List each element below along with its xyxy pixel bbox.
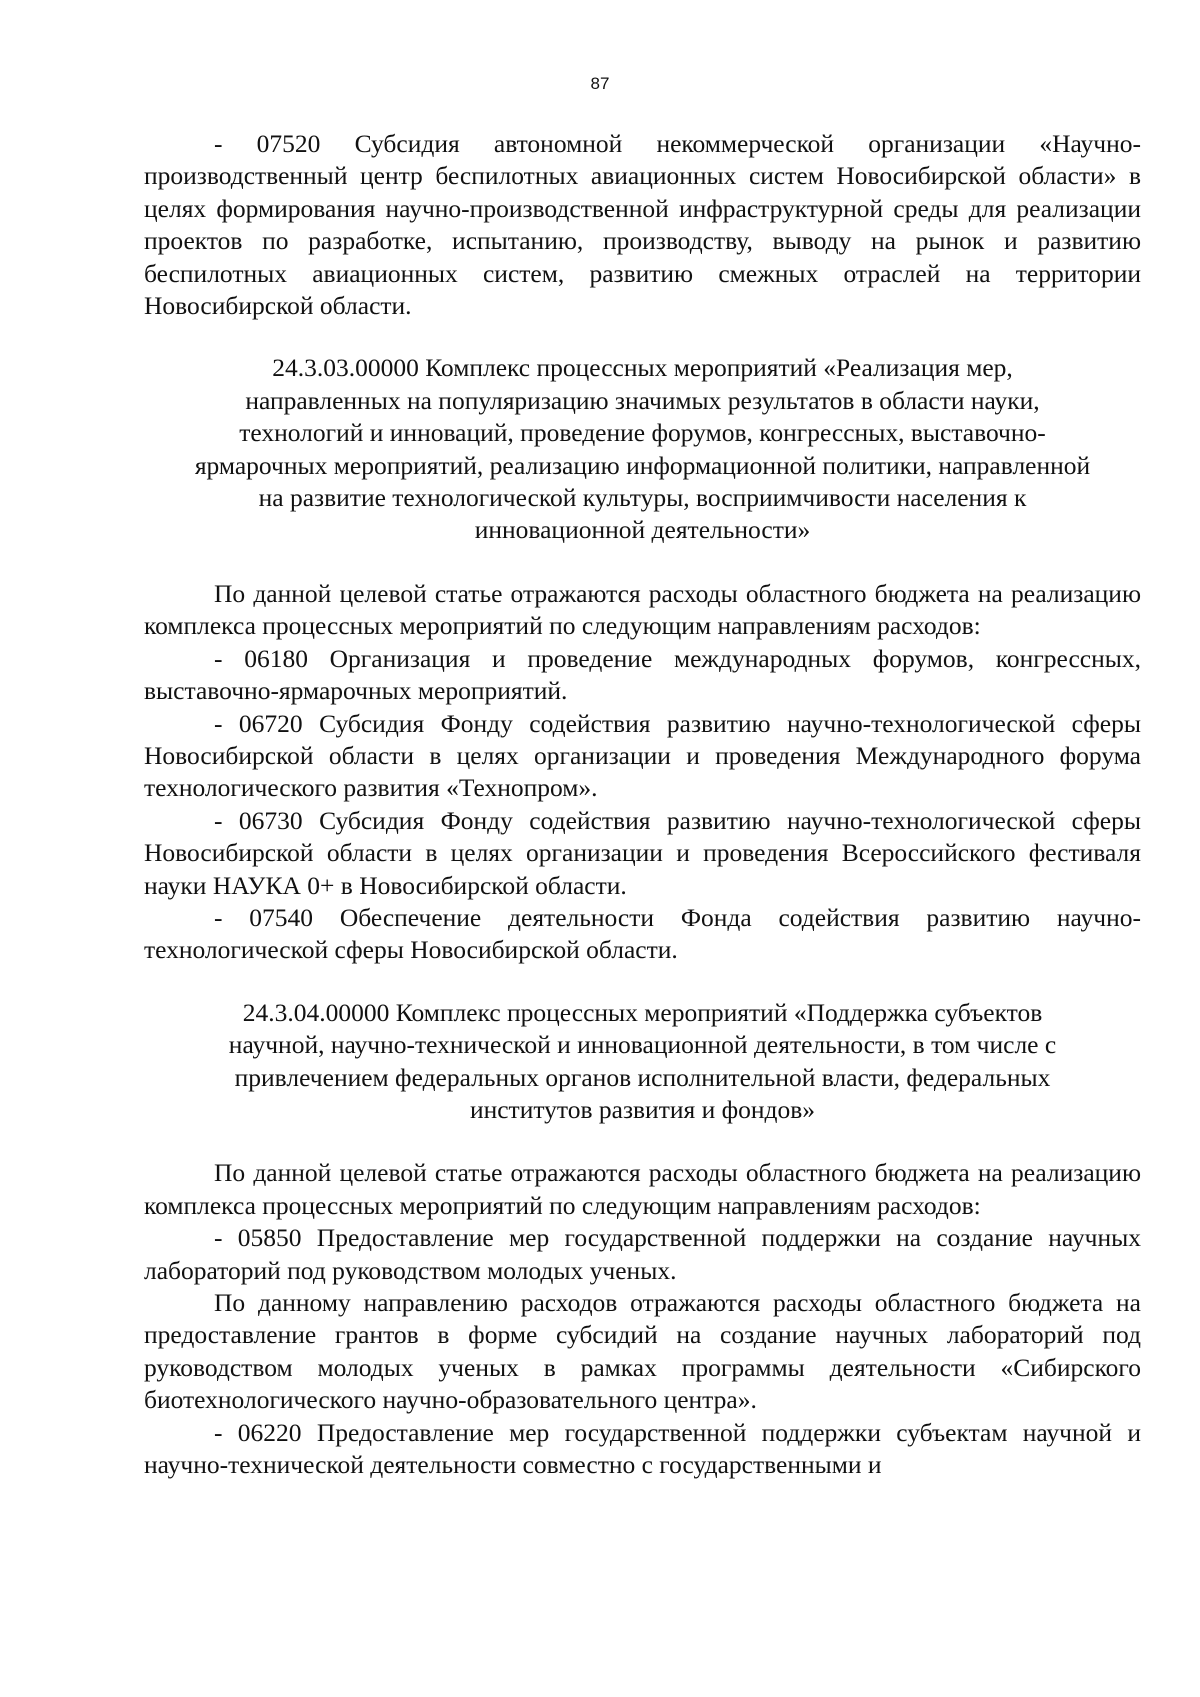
- heading-line: институтов развития и фондов»: [469, 1094, 816, 1124]
- paragraph-06180: - 06180 Организация и проведение международных форумов, конгрессных, выставочно-ярмарочных мероприятий.: [144, 643, 1141, 706]
- heading-line: 24.3.03.00000 Комплекс процессных мероприятий «Реализация мер,: [272, 353, 1013, 383]
- heading-line: на развитие технологической культуры, восприимчивости населения к: [258, 483, 1027, 513]
- heading-line: технологий и инноваций, проведение форумов, конгрессных, выставочно-: [239, 418, 1046, 448]
- page-number: 87: [590, 74, 610, 93]
- paragraph-06730: - 06730 Субсидия Фонду содействия развитию научно-технологической сферы Новосибирской области в целях организации и проведения Всероссийского фестиваля науки НАУКА 0+ в Новосибирской области.: [144, 805, 1141, 900]
- paragraph-05850: - 05850 Предоставление мер государственной поддержки на создание научных лабораторий под руководством молодых ученых.: [144, 1223, 1141, 1285]
- heading-line: научной, научно-технической и инновационной деятельности, в том числе с: [228, 1030, 1057, 1060]
- heading-line: инновационной деятельности»: [474, 515, 811, 545]
- paragraph-05850-details: По данному направлению расходов отражаются расходы областного бюджета на предоставление грантов в форме субсидий на создание научных лабораторий под руководством молодых ученых в рамках программы деятельности «Сибирского биотехнологического научно-образовательного центра».: [144, 1288, 1141, 1415]
- paragraph-06220: - 06220 Предоставление мер государственной поддержки субъектам научной и научно-технической деятельности совместно с государственными и: [144, 1417, 1141, 1480]
- section-heading-24-3-03: [144, 352, 1141, 546]
- heading-line: 24.3.04.00000 Комплекс процессных мероприятий «Поддержка субъектов: [242, 997, 1043, 1027]
- heading-line: ярмарочных мероприятий, реализацию информационной политики, направленной: [194, 450, 1091, 480]
- paragraph-07520: - 07520 Субсидия автономной некоммерческой организации «Научно-производственный центр беспилотных авиационных систем Новосибирской области» в целях формирования научно-производственной инфраструктурной среды для реализации проектов по разработке, испытанию, производству, выводу на рынок и развитию беспилотных авиационных систем, развитию смежных отраслей на территории Новосибирской области.: [144, 129, 1141, 321]
- document-body: [144, 128, 1141, 1481]
- heading-line: направленных на популяризацию значимых результатов в области науки,: [245, 385, 1040, 415]
- section-heading-24-3-04: [144, 997, 1141, 1127]
- paragraph-07540: - 07540 Обеспечение деятельности Фонда содействия развитию научно-технологической сферы Новосибирской области.: [144, 902, 1141, 965]
- paragraph-intro-24-3-03: По данной целевой статье отражаются расходы областного бюджета на реализацию комплекса процессных мероприятий по следующим направлениям расходов:: [144, 578, 1141, 641]
- paragraph-intro-24-3-04: По данной целевой статье отражаются расходы областного бюджета на реализацию комплекса процессных мероприятий по следующим направлениям расходов:: [144, 1158, 1141, 1220]
- paragraph-06720: - 06720 Субсидия Фонду содействия развитию научно-технологической сферы Новосибирской области в целях организации и проведения Международного форума технологического развития «Технопром».: [144, 708, 1141, 803]
- heading-line: привлечением федеральных органов исполнительной власти, федеральных: [234, 1062, 1051, 1092]
